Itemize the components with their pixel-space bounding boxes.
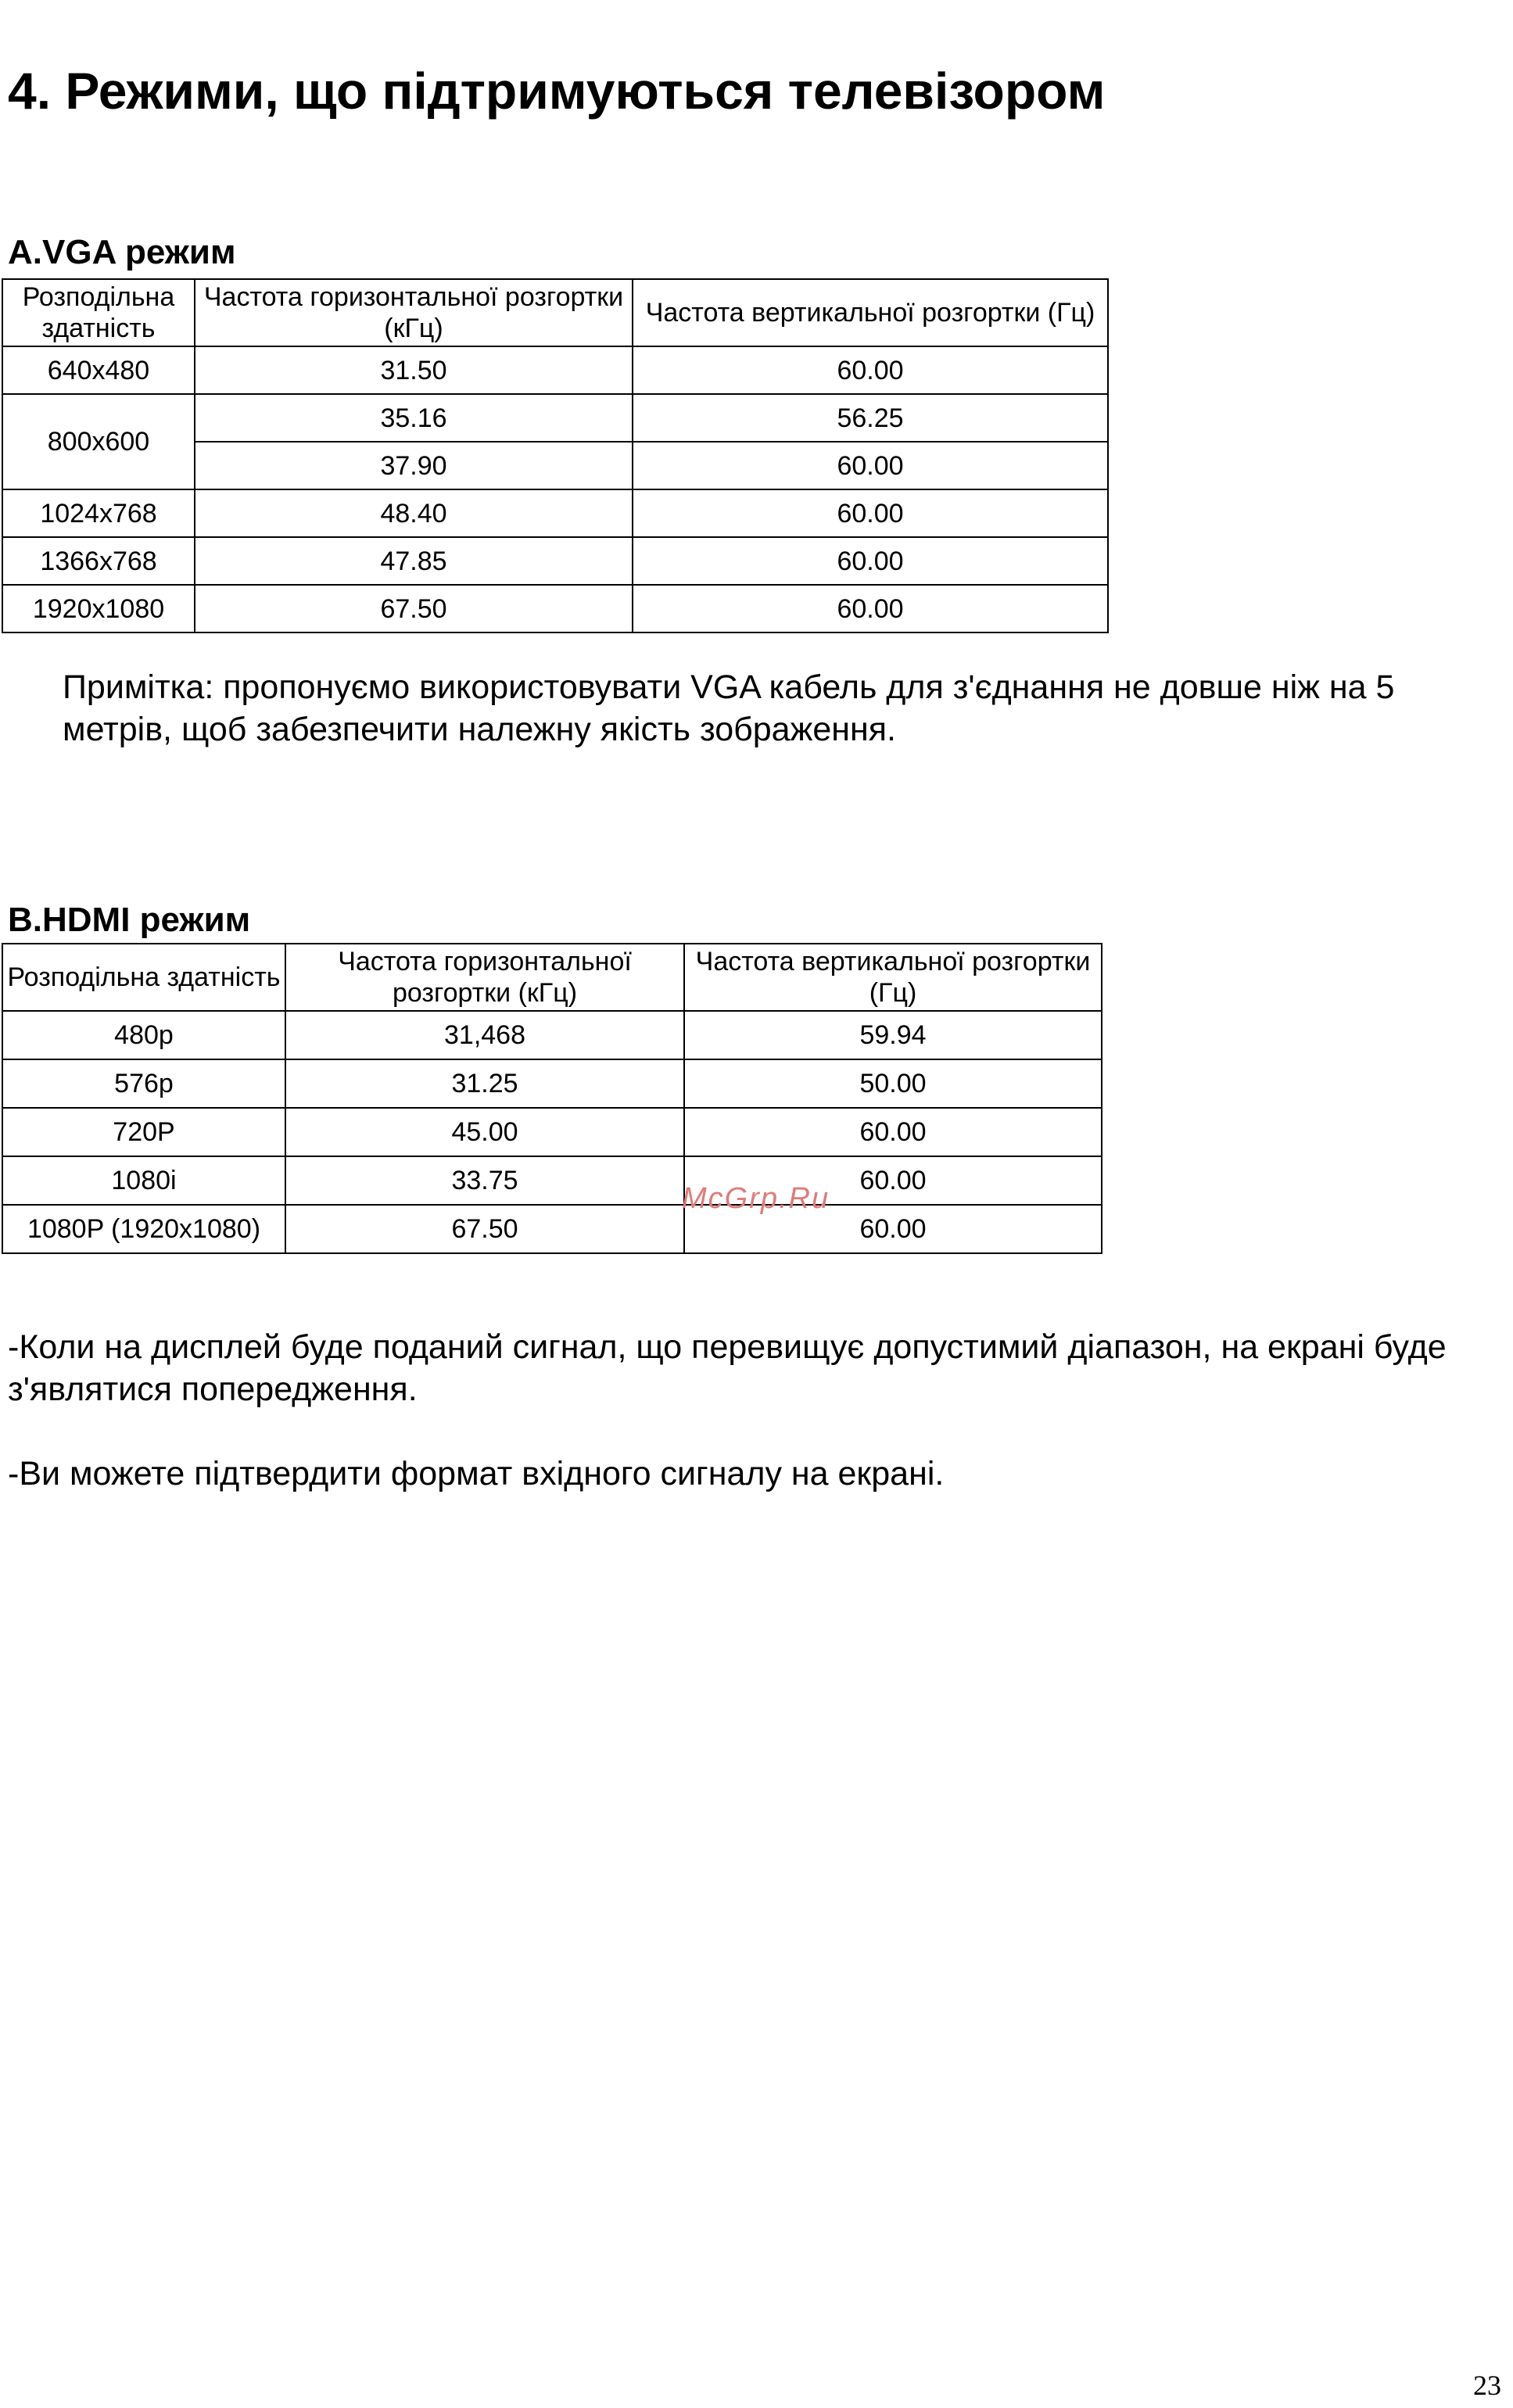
vertical-frequency-cell: 60.00 <box>633 537 1108 585</box>
page-title: 4. Режими, що підтримуються телевізором <box>8 62 1106 120</box>
vertical-frequency-cell: 60.00 <box>633 489 1108 537</box>
resolution-cell: 1080P (1920x1080) <box>2 1205 285 1253</box>
resolution-cell: 576p <box>2 1059 285 1108</box>
vertical-frequency-cell: 60.00 <box>684 1108 1102 1156</box>
vga-section-title: A.VGA режим <box>8 233 236 271</box>
horizontal-frequency-cell: 31.50 <box>195 346 633 394</box>
horizontal-frequency-cell: 37.90 <box>195 442 633 489</box>
resolution-cell: 1366x768 <box>2 537 195 585</box>
column-header-horizontal-frequency: Частота горизонтальної розгортки (кГц) <box>285 944 684 1011</box>
column-header-horizontal-frequency: Частота горизонтальної розгортки (кГц) <box>195 279 633 346</box>
table-row <box>2 1108 1102 1156</box>
vertical-frequency-cell: 59.94 <box>684 1011 1102 1059</box>
signal-format-paragraph: -Ви можете підтвердити формат вхідного сигналу на екрані. <box>8 1455 945 1492</box>
vertical-frequency-cell: 60.00 <box>684 1205 1102 1253</box>
page-number: 23 <box>1473 2370 1501 2401</box>
hdmi-section-title: B.HDMI режим <box>8 901 251 939</box>
table-row <box>2 1205 1102 1253</box>
column-header-resolution: Розподільна здатність <box>2 279 195 346</box>
horizontal-frequency-cell: 33.75 <box>285 1156 684 1205</box>
hdmi-modes-table <box>2 943 1102 1254</box>
table-row <box>2 346 1108 394</box>
vertical-frequency-cell: 60.00 <box>684 1156 1102 1205</box>
horizontal-frequency-cell: 45.00 <box>285 1108 684 1156</box>
horizontal-frequency-cell: 67.50 <box>285 1205 684 1253</box>
horizontal-frequency-cell: 48.40 <box>195 489 633 537</box>
watermark: McGrp.Ru <box>682 1182 830 1215</box>
table-row <box>2 489 1108 537</box>
table-row <box>2 394 1108 442</box>
table-row <box>2 1011 1102 1059</box>
column-header-vertical-frequency: Частота вертикальної розгортки (Гц) <box>633 279 1108 346</box>
table-row <box>2 585 1108 632</box>
table-row <box>2 1156 1102 1205</box>
horizontal-frequency-cell: 31,468 <box>285 1011 684 1059</box>
vertical-frequency-cell: 56.25 <box>633 394 1108 442</box>
column-header-resolution: Розподільна здатність <box>2 944 285 1011</box>
table-row <box>2 1059 1102 1108</box>
table-row <box>2 537 1108 585</box>
column-header-vertical-frequency: Частота вертикальної розгортки (Гц) <box>684 944 1102 1011</box>
resolution-cell: 1080i <box>2 1156 285 1205</box>
resolution-cell: 800x600 <box>2 394 195 489</box>
vertical-frequency-cell: 50.00 <box>684 1059 1102 1108</box>
horizontal-frequency-cell: 67.50 <box>195 585 633 632</box>
table-header-row <box>2 944 1102 1011</box>
resolution-cell: 720P <box>2 1108 285 1156</box>
signal-range-warning-paragraph: -Коли на дисплей буде поданий сигнал, що перевищує допустимий діапазон, на екрані буде з'являтися попередження. <box>8 1328 1447 1408</box>
vertical-frequency-cell: 60.00 <box>633 346 1108 394</box>
vertical-frequency-cell: 60.00 <box>633 585 1108 632</box>
resolution-cell: 1024x768 <box>2 489 195 537</box>
resolution-cell: 640x480 <box>2 346 195 394</box>
vga-modes-table <box>2 278 1109 633</box>
vga-cable-note: Примітка: пропонуємо використовувати VGA кабель для з'єднання не довше ніж на 5 метрів, щоб забезпечити належну якість зображення. <box>63 668 1395 748</box>
horizontal-frequency-cell: 47.85 <box>195 537 633 585</box>
vertical-frequency-cell: 60.00 <box>633 442 1108 489</box>
resolution-cell: 480p <box>2 1011 285 1059</box>
horizontal-frequency-cell: 35.16 <box>195 394 633 442</box>
table-header-row <box>2 279 1108 346</box>
horizontal-frequency-cell: 31.25 <box>285 1059 684 1108</box>
resolution-cell: 1920x1080 <box>2 585 195 632</box>
